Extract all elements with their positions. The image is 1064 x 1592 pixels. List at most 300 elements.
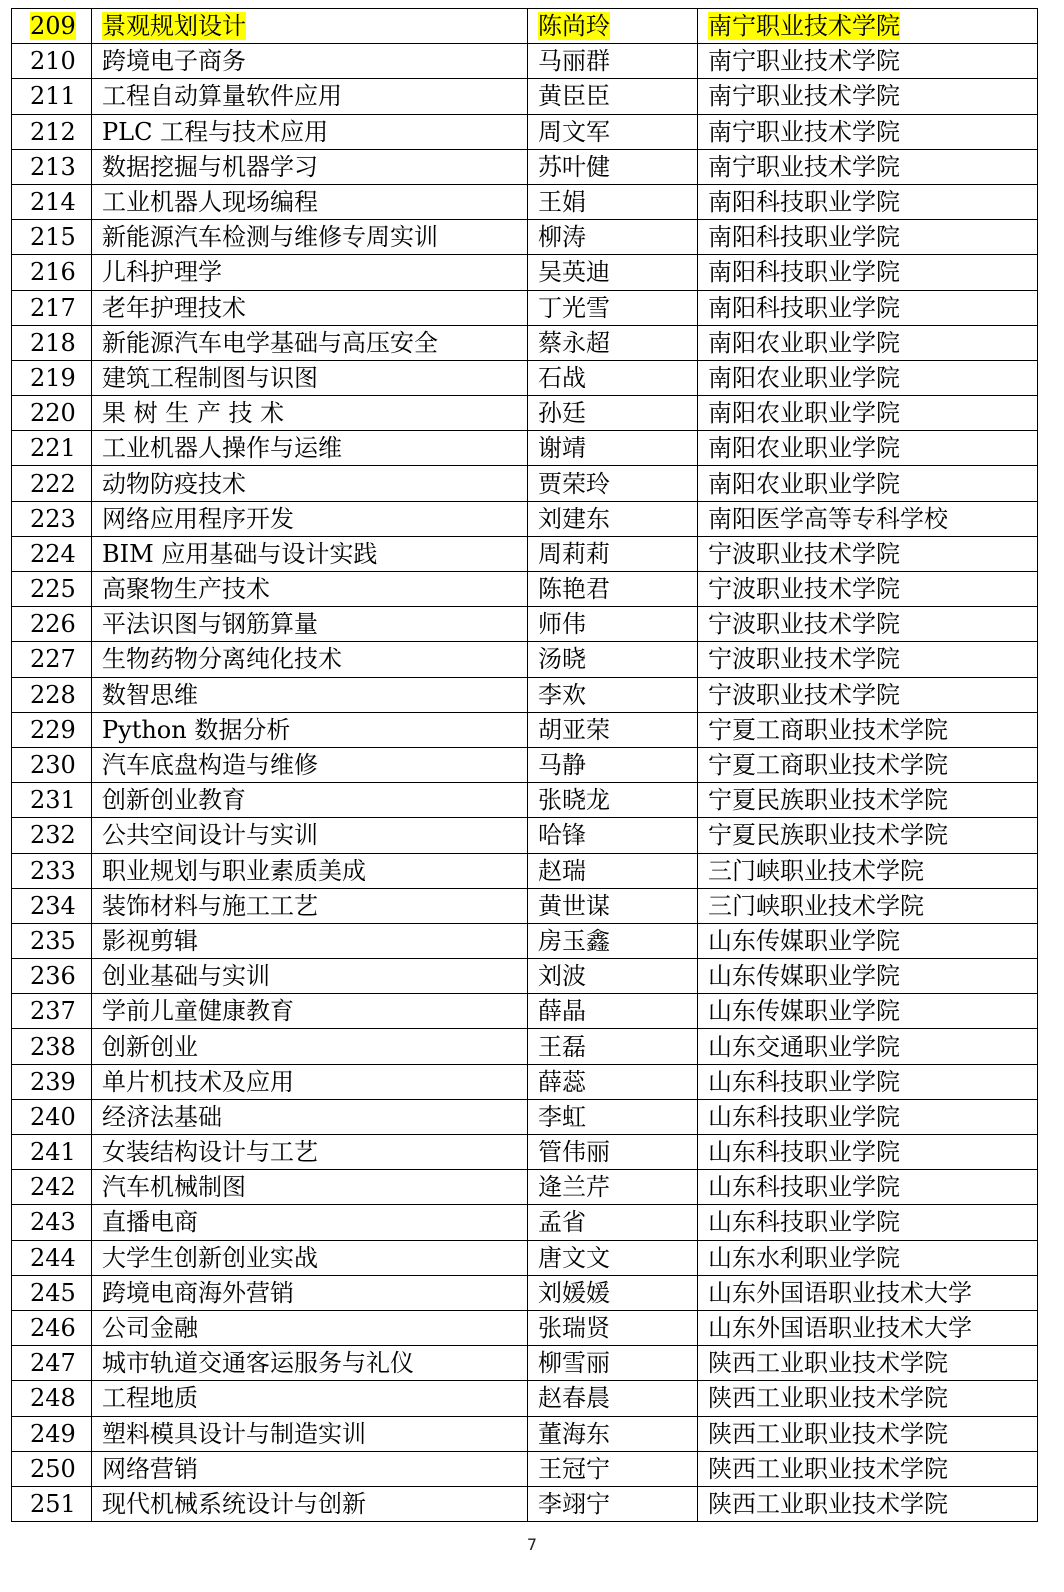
school-name-text: 南阳农业职业学院 <box>708 328 900 357</box>
course-name-cell <box>92 712 528 747</box>
school-name-cell <box>698 888 1038 923</box>
school-name-cell <box>698 1205 1038 1240</box>
teacher-name-cell <box>528 290 698 325</box>
school-name-text: 山东传媒职业学院 <box>708 962 900 991</box>
course-name-text: 创业基础与实训 <box>102 962 270 991</box>
row-number-cell <box>12 79 92 114</box>
row-number-text: 232 <box>30 821 76 850</box>
row-number-cell <box>12 572 92 607</box>
school-name-text: 山东科技职业学院 <box>708 1102 900 1131</box>
course-name-cell <box>92 9 528 44</box>
teacher-name-cell <box>528 1486 698 1521</box>
school-name-cell <box>698 1416 1038 1451</box>
row-number-text: 217 <box>30 293 76 322</box>
course-name-text: 儿科护理学 <box>102 258 222 287</box>
teacher-name-text: 谢靖 <box>538 434 586 463</box>
teacher-name-cell <box>528 572 698 607</box>
row-number-text: 213 <box>30 152 76 181</box>
school-name-cell <box>698 853 1038 888</box>
row-number-cell <box>12 888 92 923</box>
row-number-text: 248 <box>30 1384 76 1413</box>
table-row <box>12 1275 1038 1310</box>
table-row <box>12 9 1038 44</box>
row-number-text: 220 <box>30 399 76 428</box>
course-name-text: 跨境电商海外营销 <box>102 1278 294 1307</box>
table-row <box>12 818 1038 853</box>
teacher-name-text: 唐文文 <box>538 1243 610 1272</box>
row-number-text: 231 <box>30 786 76 815</box>
school-name-text: 南阳农业职业学院 <box>708 469 900 498</box>
course-name-cell <box>92 1346 528 1381</box>
row-number-cell <box>12 747 92 782</box>
school-name-text: 山东交通职业学院 <box>708 1032 900 1061</box>
course-name-cell <box>92 536 528 571</box>
teacher-name-text: 逄兰芹 <box>538 1173 610 1202</box>
course-name-cell <box>92 677 528 712</box>
row-number-cell <box>12 360 92 395</box>
course-name-text: 职业规划与职业素质美成 <box>102 856 366 885</box>
course-name-text: 新能源汽车检测与维修专周实训 <box>102 223 438 252</box>
course-name-text: 经济法基础 <box>102 1102 222 1131</box>
table-row <box>12 360 1038 395</box>
row-number-cell <box>12 255 92 290</box>
course-name-cell <box>92 994 528 1029</box>
row-number-text: 236 <box>30 962 76 991</box>
teacher-name-text: 胡亚荣 <box>538 715 610 744</box>
row-number-cell <box>12 536 92 571</box>
course-name-text: 装饰材料与施工工艺 <box>102 891 318 920</box>
course-name-cell <box>92 184 528 219</box>
course-name-cell <box>92 1275 528 1310</box>
school-name-cell <box>698 1135 1038 1170</box>
school-name-cell <box>698 9 1038 44</box>
teacher-name-text: 陈艳君 <box>538 575 610 604</box>
row-number-text: 218 <box>30 328 76 357</box>
school-name-cell <box>698 1029 1038 1064</box>
table-row <box>12 536 1038 571</box>
row-number-cell <box>12 220 92 255</box>
teacher-name-text: 李翊宁 <box>538 1489 610 1518</box>
table-row <box>12 1416 1038 1451</box>
table-row <box>12 114 1038 149</box>
teacher-name-cell <box>528 79 698 114</box>
school-name-cell <box>698 114 1038 149</box>
course-name-text: 工程地质 <box>102 1384 198 1413</box>
teacher-name-cell <box>528 149 698 184</box>
course-name-text: Python 数据分析 <box>102 715 291 744</box>
table-row <box>12 1064 1038 1099</box>
table-row <box>12 642 1038 677</box>
course-name-cell <box>92 325 528 360</box>
teacher-name-cell <box>528 1064 698 1099</box>
course-name-text: 汽车底盘构造与维修 <box>102 751 318 780</box>
school-name-text: 南阳科技职业学院 <box>708 258 900 287</box>
row-number-cell <box>12 114 92 149</box>
teacher-name-cell <box>528 1170 698 1205</box>
table-row <box>12 677 1038 712</box>
course-name-text: 塑料模具设计与制造实训 <box>102 1419 366 1448</box>
row-number-text: 226 <box>30 610 76 639</box>
teacher-name-text: 李虹 <box>538 1102 586 1131</box>
row-number-text: 241 <box>30 1138 76 1167</box>
row-number-text: 230 <box>30 751 76 780</box>
row-number-text: 224 <box>30 539 76 568</box>
row-number-cell <box>12 959 92 994</box>
table-row <box>12 747 1038 782</box>
school-name-text: 陕西工业职业技术学院 <box>708 1489 948 1518</box>
teacher-name-cell <box>528 853 698 888</box>
teacher-name-text: 王娟 <box>538 188 586 217</box>
school-name-cell <box>698 396 1038 431</box>
school-name-text: 南宁职业技术学院 <box>708 117 900 146</box>
teacher-name-cell <box>528 642 698 677</box>
school-name-cell <box>698 747 1038 782</box>
school-name-cell <box>698 44 1038 79</box>
teacher-name-cell <box>528 1240 698 1275</box>
course-name-cell <box>92 888 528 923</box>
school-name-cell <box>698 677 1038 712</box>
teacher-name-text: 黄臣臣 <box>538 82 610 111</box>
course-name-text: 女装结构设计与工艺 <box>102 1138 318 1167</box>
school-name-text: 三门峡职业技术学院 <box>708 856 924 885</box>
school-name-cell <box>698 783 1038 818</box>
teacher-name-cell <box>528 607 698 642</box>
course-name-text: 创新创业 <box>102 1032 198 1061</box>
course-name-text: 学前儿童健康教育 <box>102 997 294 1026</box>
course-name-text: 工业机器人操作与运维 <box>102 434 342 463</box>
row-number-text: 244 <box>30 1243 76 1272</box>
row-number-cell <box>12 1135 92 1170</box>
table-row <box>12 994 1038 1029</box>
teacher-name-text: 柳雪丽 <box>538 1349 610 1378</box>
school-name-text: 宁波职业技术学院 <box>708 680 900 709</box>
row-number-cell <box>12 642 92 677</box>
school-name-cell <box>698 1346 1038 1381</box>
course-name-cell <box>92 1170 528 1205</box>
course-name-cell <box>92 783 528 818</box>
course-name-cell <box>92 853 528 888</box>
school-name-cell <box>698 572 1038 607</box>
school-name-text: 山东外国语职业技术大学 <box>708 1278 972 1307</box>
teacher-name-cell <box>528 184 698 219</box>
school-name-cell <box>698 642 1038 677</box>
course-name-cell <box>92 44 528 79</box>
row-number-cell <box>12 1486 92 1521</box>
course-name-cell <box>92 1029 528 1064</box>
table-row <box>12 1451 1038 1486</box>
course-name-text: 创新创业教育 <box>102 786 246 815</box>
teacher-name-text: 蔡永超 <box>538 328 610 357</box>
teacher-name-cell <box>528 747 698 782</box>
table-row <box>12 1240 1038 1275</box>
course-name-text: 工业机器人现场编程 <box>102 188 318 217</box>
table-row <box>12 1205 1038 1240</box>
teacher-name-text: 周莉莉 <box>538 539 610 568</box>
school-name-cell <box>698 994 1038 1029</box>
teacher-name-cell <box>528 1099 698 1134</box>
teacher-name-text: 黄世谋 <box>538 891 610 920</box>
teacher-name-cell <box>528 1381 698 1416</box>
course-name-cell <box>92 1451 528 1486</box>
row-number-text: 212 <box>30 117 76 146</box>
school-name-cell <box>698 923 1038 958</box>
row-number-text: 210 <box>30 47 76 76</box>
teacher-name-cell <box>528 1451 698 1486</box>
row-number-cell <box>12 1064 92 1099</box>
row-number-text: 237 <box>30 997 76 1026</box>
course-name-cell <box>92 1310 528 1345</box>
teacher-name-cell <box>528 9 698 44</box>
table-row <box>12 888 1038 923</box>
row-number-text: 209 <box>30 12 76 41</box>
school-name-text: 山东外国语职业技术大学 <box>708 1314 972 1343</box>
row-number-cell <box>12 396 92 431</box>
teacher-name-cell <box>528 114 698 149</box>
school-name-text: 南阳科技职业学院 <box>708 223 900 252</box>
course-name-cell <box>92 1416 528 1451</box>
course-name-text: 城市轨道交通客运服务与礼仪 <box>102 1349 414 1378</box>
row-number-cell <box>12 1029 92 1064</box>
course-name-text: 直播电商 <box>102 1208 198 1237</box>
course-name-text: 大学生创新创业实战 <box>102 1243 318 1272</box>
teacher-name-text: 哈锋 <box>538 821 586 850</box>
school-name-text: 南阳农业职业学院 <box>708 363 900 392</box>
row-number-cell <box>12 1240 92 1275</box>
teacher-name-text: 董海东 <box>538 1419 610 1448</box>
row-number-text: 251 <box>30 1489 76 1518</box>
teacher-name-text: 张晓龙 <box>538 786 610 815</box>
school-name-cell <box>698 431 1038 466</box>
table-row <box>12 712 1038 747</box>
row-number-text: 243 <box>30 1208 76 1237</box>
course-name-text: 果 树 生 产 技 术 <box>102 399 285 428</box>
course-name-text: 生物药物分离纯化技术 <box>102 645 342 674</box>
school-name-text: 陕西工业职业技术学院 <box>708 1349 948 1378</box>
row-number-text: 234 <box>30 891 76 920</box>
row-number-text: 222 <box>30 469 76 498</box>
course-name-text: 网络营销 <box>102 1454 198 1483</box>
school-name-text: 陕西工业职业技术学院 <box>708 1419 948 1448</box>
row-number-cell <box>12 1346 92 1381</box>
table-row <box>12 184 1038 219</box>
row-number-text: 240 <box>30 1102 76 1131</box>
course-name-cell <box>92 1240 528 1275</box>
school-name-text: 南阳医学高等专科学校 <box>708 504 948 533</box>
school-name-text: 宁夏工商职业技术学院 <box>708 715 948 744</box>
table-row <box>12 923 1038 958</box>
school-name-cell <box>698 607 1038 642</box>
school-name-cell <box>698 1275 1038 1310</box>
course-name-cell <box>92 959 528 994</box>
school-name-text: 山东传媒职业学院 <box>708 997 900 1026</box>
table-row <box>12 396 1038 431</box>
school-name-cell <box>698 1451 1038 1486</box>
course-name-text: 网络应用程序开发 <box>102 504 294 533</box>
teacher-name-text: 周文军 <box>538 117 610 146</box>
course-name-text: 公司金融 <box>102 1314 198 1343</box>
course-name-cell <box>92 396 528 431</box>
teacher-name-cell <box>528 431 698 466</box>
teacher-name-cell <box>528 783 698 818</box>
teacher-name-text: 丁光雪 <box>538 293 610 322</box>
table-row <box>12 1029 1038 1064</box>
teacher-name-text: 房玉鑫 <box>538 926 610 955</box>
teacher-name-cell <box>528 1416 698 1451</box>
course-name-cell <box>92 431 528 466</box>
row-number-cell <box>12 783 92 818</box>
row-number-cell <box>12 1275 92 1310</box>
school-name-text: 山东传媒职业学院 <box>708 926 900 955</box>
course-name-cell <box>92 1135 528 1170</box>
table-row <box>12 220 1038 255</box>
school-name-cell <box>698 149 1038 184</box>
school-name-text: 山东科技职业学院 <box>708 1067 900 1096</box>
row-number-cell <box>12 431 92 466</box>
course-name-text: 汽车机械制图 <box>102 1173 246 1202</box>
teacher-name-cell <box>528 536 698 571</box>
teacher-name-text: 赵春晨 <box>538 1384 610 1413</box>
table-row <box>12 290 1038 325</box>
school-name-cell <box>698 1240 1038 1275</box>
school-name-text: 山东科技职业学院 <box>708 1208 900 1237</box>
course-name-cell <box>92 572 528 607</box>
school-name-cell <box>698 184 1038 219</box>
table-row <box>12 783 1038 818</box>
teacher-name-text: 石战 <box>538 363 586 392</box>
row-number-cell <box>12 1381 92 1416</box>
course-name-cell <box>92 747 528 782</box>
school-name-cell <box>698 1064 1038 1099</box>
row-number-cell <box>12 1170 92 1205</box>
table-body <box>12 9 1038 1522</box>
course-name-cell <box>92 501 528 536</box>
school-name-text: 宁夏民族职业技术学院 <box>708 786 948 815</box>
course-name-cell <box>92 290 528 325</box>
teacher-name-cell <box>528 220 698 255</box>
school-name-text: 山东水利职业学院 <box>708 1243 900 1272</box>
course-name-text: 动物防疫技术 <box>102 469 246 498</box>
table-row <box>12 255 1038 290</box>
table-row <box>12 1099 1038 1134</box>
row-number-cell <box>12 184 92 219</box>
course-name-cell <box>92 1205 528 1240</box>
school-name-cell <box>698 959 1038 994</box>
course-name-cell <box>92 642 528 677</box>
course-name-text: PLC 工程与技术应用 <box>102 117 329 146</box>
course-name-text: 建筑工程制图与识图 <box>102 363 318 392</box>
teacher-name-cell <box>528 712 698 747</box>
row-number-text: 229 <box>30 715 76 744</box>
school-name-text: 陕西工业职业技术学院 <box>708 1454 948 1483</box>
table-row <box>12 44 1038 79</box>
table-row <box>12 501 1038 536</box>
course-name-text: 老年护理技术 <box>102 293 246 322</box>
teacher-name-text: 苏叶健 <box>538 152 610 181</box>
table-row <box>12 1381 1038 1416</box>
row-number-cell <box>12 677 92 712</box>
row-number-text: 249 <box>30 1419 76 1448</box>
course-name-cell <box>92 149 528 184</box>
row-number-cell <box>12 712 92 747</box>
course-name-text: 数智思维 <box>102 680 198 709</box>
school-name-text: 宁波职业技术学院 <box>708 610 900 639</box>
row-number-text: 250 <box>30 1454 76 1483</box>
row-number-text: 238 <box>30 1032 76 1061</box>
course-name-text: 平法识图与钢筋算量 <box>102 610 318 639</box>
row-number-text: 233 <box>30 856 76 885</box>
row-number-cell <box>12 853 92 888</box>
teacher-name-text: 刘媛媛 <box>538 1278 610 1307</box>
course-name-text: 新能源汽车电学基础与高压安全 <box>102 328 438 357</box>
course-name-cell <box>92 1486 528 1521</box>
row-number-cell <box>12 1310 92 1345</box>
teacher-name-cell <box>528 1310 698 1345</box>
table-row <box>12 607 1038 642</box>
row-number-text: 215 <box>30 223 76 252</box>
teacher-name-text: 贾荣玲 <box>538 469 610 498</box>
course-name-text: 跨境电子商务 <box>102 47 246 76</box>
teacher-name-text: 吴英迪 <box>538 258 610 287</box>
row-number-text: 245 <box>30 1278 76 1307</box>
course-name-cell <box>92 1099 528 1134</box>
teacher-name-text: 李欢 <box>538 680 586 709</box>
row-number-text: 214 <box>30 188 76 217</box>
teacher-name-text: 赵瑞 <box>538 856 586 885</box>
teacher-name-text: 王冠宁 <box>538 1454 610 1483</box>
table-row <box>12 1310 1038 1345</box>
teacher-name-cell <box>528 325 698 360</box>
school-name-text: 山东科技职业学院 <box>708 1173 900 1202</box>
teacher-name-text: 马静 <box>538 751 586 780</box>
course-name-cell <box>92 1064 528 1099</box>
course-name-text: 单片机技术及应用 <box>102 1067 294 1096</box>
teacher-name-text: 师伟 <box>538 610 586 639</box>
school-name-cell <box>698 290 1038 325</box>
row-number-cell <box>12 607 92 642</box>
row-number-text: 211 <box>30 82 76 111</box>
row-number-text: 228 <box>30 680 76 709</box>
course-name-text: 影视剪辑 <box>102 926 198 955</box>
teacher-name-cell <box>528 466 698 501</box>
school-name-cell <box>698 536 1038 571</box>
row-number-text: 221 <box>30 434 76 463</box>
course-name-cell <box>92 360 528 395</box>
school-name-cell <box>698 79 1038 114</box>
row-number-cell <box>12 149 92 184</box>
school-name-cell <box>698 466 1038 501</box>
school-name-text: 宁波职业技术学院 <box>708 539 900 568</box>
school-name-text: 陕西工业职业技术学院 <box>708 1384 948 1413</box>
row-number-cell <box>12 1099 92 1134</box>
course-name-text: 数据挖掘与机器学习 <box>102 152 318 181</box>
row-number-text: 225 <box>30 575 76 604</box>
school-name-cell <box>698 818 1038 853</box>
row-number-cell <box>12 994 92 1029</box>
school-name-text: 宁波职业技术学院 <box>708 575 900 604</box>
row-number-cell <box>12 290 92 325</box>
page-number: 7 <box>526 1535 538 1554</box>
school-name-cell <box>698 1486 1038 1521</box>
course-name-cell <box>92 114 528 149</box>
teacher-name-text: 刘建东 <box>538 504 610 533</box>
school-name-cell <box>698 255 1038 290</box>
school-name-text: 宁波职业技术学院 <box>708 645 900 674</box>
teacher-name-cell <box>528 44 698 79</box>
school-name-text: 山东科技职业学院 <box>708 1138 900 1167</box>
row-number-text: 239 <box>30 1067 76 1096</box>
course-name-cell <box>92 607 528 642</box>
school-name-cell <box>698 1310 1038 1345</box>
